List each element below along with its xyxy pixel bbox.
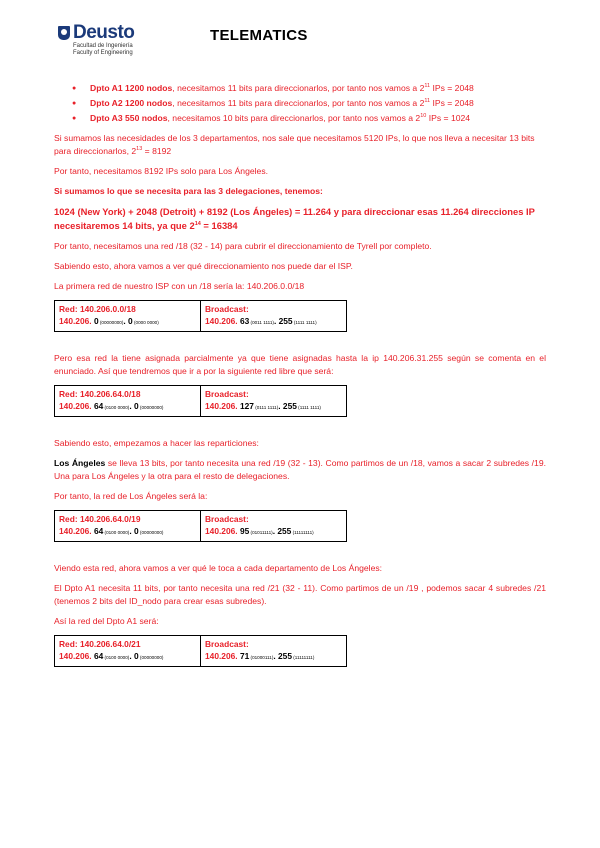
network-cell: Red: 140.206.0.0/18 140.206. 0 (00000000). 0 (0000 0000) bbox=[55, 301, 201, 332]
paragraph: Así la red del Dpto A1 será: bbox=[54, 616, 159, 626]
paragraph: Por tanto, necesitamos 8192 IPs solo para Los Ángeles. bbox=[54, 166, 269, 176]
network-table bbox=[54, 510, 347, 542]
paragraph: Si sumamos las necesidades de los 3 departamentos, nos sale que necesitamos 5120 IPs, lo que nos lleva a necesitar 13 bits para direccionarlos, $2^{13} = 8192$ bbox=[54, 133, 535, 156]
network-cell: Red: 140.206.64.0/19 140.206. 64 (0100 0000). 0 (00000000) bbox=[55, 511, 201, 542]
broadcast-cell: Broadcast: 140.206. 71 (01000111). 255 (11111111) bbox=[201, 636, 347, 667]
logo-subtitle: Facultad de Ingeniería Faculty of Engineering bbox=[73, 43, 133, 56]
network-table bbox=[54, 300, 347, 332]
paragraph: Si sumamos lo que se necesita para las 3 delegaciones, tenemos: bbox=[54, 186, 323, 196]
network-table bbox=[54, 635, 347, 667]
broadcast-cell: Broadcast: 140.206. 127 (0111 1111). 255 (1111 1111) bbox=[201, 386, 347, 417]
network-cell: Red: 140.206.64.0/18 140.206. 64 (0100 0000). 0 (00000000) bbox=[55, 386, 201, 417]
network-table bbox=[54, 385, 347, 417]
broadcast-cell: Broadcast: 140.206. 63 (0011 1111). 255 (1111 1111) bbox=[201, 301, 347, 332]
department-list bbox=[54, 81, 546, 126]
logo-word: Deusto bbox=[73, 22, 135, 43]
paragraph: 1024 (New York) + 2048 (Detroit) + 8192 (Los Ángeles) = 11.264 y para direccionar esas 11.264 direcciones IP necesitaremos 14 bits, ya que $2^{14} = 16384$ bbox=[54, 206, 535, 231]
list-item: ● Dpto A1 1200 nodos, necesitamos 11 bits para direccionarlos, por tanto nos vamos a $2^{11}$ IPs = 2048 bbox=[54, 81, 546, 96]
deusto-logo bbox=[58, 22, 168, 66]
paragraph: Por tanto, la red de Los Ángeles será la: bbox=[54, 491, 208, 501]
paragraph: El Dpto A1 necesita 11 bits, por tanto necesita una red /21 (32 - 11). Como partimos de un /19 , podemos sacar 4 subredes /21 (tenemos 2 bits del ID_nodo para crear esas subredes). bbox=[54, 583, 546, 606]
list-item: ● Dpto A2 1200 nodos, necesitamos 11 bits para direccionarlos, por tanto nos vamos a $2^{11}$ IPs = 2048 bbox=[54, 96, 546, 111]
paragraph: Pero esa red la tiene asignada parcialmente ya que tiene asignadas hasta la ip 140.206.31.255 según se comenta en el enunciado. Así que tendremos que ir a por la siguiente red libre que será: bbox=[54, 353, 546, 376]
paragraph: Los Ángeles se lleva 13 bits, por tanto necesita una red /19 (32 - 13). Como partimos de un /18, vamos a sacar 2 subredes /19. Una para Los Ángeles y la otra para el resto de delegaciones. bbox=[54, 458, 546, 481]
network-cell: Red: 140.206.64.0/21 140.206. 64 (0100 0000). 0 (00000000) bbox=[55, 636, 201, 667]
paragraph: Por tanto, necesitamos una red /18 (32 - 14) para cubrir el direccionamiento de Tyrell por completo. bbox=[54, 241, 432, 251]
paragraph: Viendo esta red, ahora vamos a ver qué le toca a cada departamento de Los Ángeles: bbox=[54, 563, 383, 573]
list-item: ● Dpto A3 550 nodos, necesitamos 10 bits para direccionarlos, por tanto nos vamos a $2^{10}$ IPs = 1024 bbox=[54, 111, 546, 126]
paragraph: Sabiendo esto, ahora vamos a ver qué direccionamiento nos puede dar el ISP. bbox=[54, 261, 353, 271]
document-body bbox=[54, 81, 546, 687]
broadcast-cell: Broadcast: 140.206. 95 (01011111). 255 (11111111) bbox=[201, 511, 347, 542]
paragraph: Sabiendo esto, empezamos a hacer las reparticiones: bbox=[54, 438, 259, 448]
shield-icon bbox=[58, 26, 70, 40]
page-title: TELEMATICS bbox=[210, 27, 308, 44]
paragraph: La primera red de nuestro ISP con un /18 sería la: 140.206.0.0/18 bbox=[54, 281, 305, 291]
